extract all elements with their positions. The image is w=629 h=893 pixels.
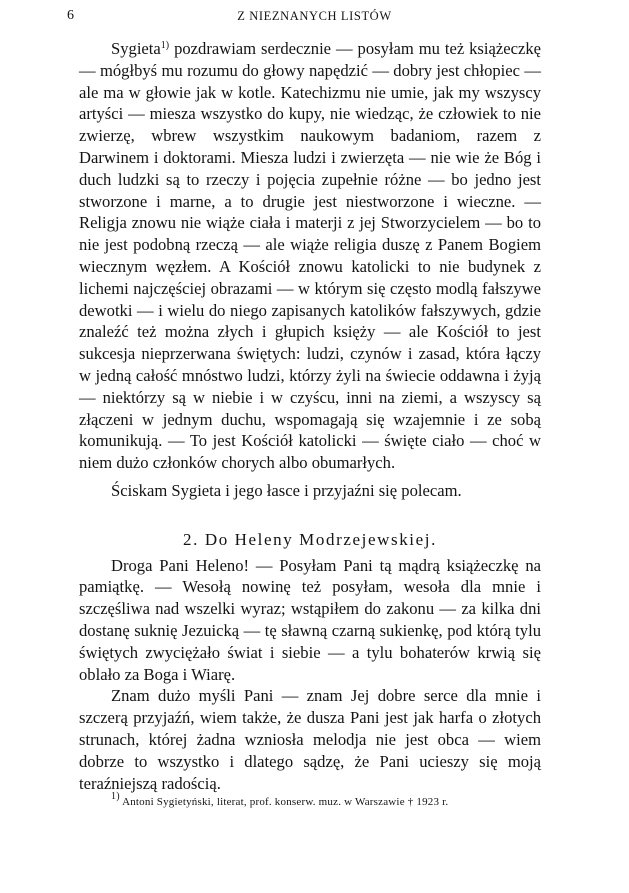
- paragraph-friendship: Znam dużo myśli Pani — znam Jej dobre serce dla mnie i szczerą przyjaźń, wiem także, że dusza Pani jest jak harfa o złotych strunach, której żadna wzniosła melodja nie jest obca — wiem dobrze to wszystko i dlatego sądzę, że Pani ucieszy się moją teraźniejszą radością.: [79, 686, 541, 793]
- footnote-ref: 1): [160, 40, 170, 51]
- paragraph-greeting: Droga Pani Heleno! — Posyłam Pani tą mądrą książeczkę na pamiątkę. — Wesołą nowinę też posyłam, wesoła dla mnie i szczęśliwa nad wszelki wyraz; wstąpiłem do zakonu — za kilka dni dostanę suknię Jezuicką — tę sławną czarną sukienkę, pod którą tylu świętych zwyciężało świat i siebie — a tylu bohaterów krwią się oblało za Boga i Wiarę.: [79, 555, 541, 684]
- page-body: [79, 38, 541, 810]
- paragraph-sygiet: [79, 38, 541, 474]
- paragraph-text: pozdrawiam serdecznie — posyłam mu też książeczkę — mógłbyś mu rozumu do głowy napędzić — dobry jest chłopiec — ale ma w głowie jak w kotle. Katechizmu nie umie, jak my wszyscy artyści — miesza wszystko do kupy, nie wiedząc, że człowiek to nie zwierzę, wbrew wszystkim naukowym badaniom, razem z Darwinem i doktorami. Miesza ludzi i zwierzęta — nie wie że Bóg i duch ludzki są to rzeczy i pojęcia zupełnie różne — bo jedno jest stworzone i marne, a to drugie jest niestworzone i wieczne. — Religja znowu nie wiąże ciała i materji z jej Stworzycielem — bo to nie jest podobną rzeczą — ale wiąże religia duszę z Panem Bogiem wiecznym węzłem. A Kościół znowu katolicki to nie budynek z lichemi najczęściej obrazami — w którym się często modlą fałszywe dewotki — i wielu do niego zapisanych katolików fałszywych, gdzie znaleźć też można złych i głupich księży — ale Kościół to jest sukcesja nieprzerwana świętych: ludzi, czynów i zasad, która łączy w jedną całość mnóstwo ludzi, którzy żyli na świecie oddawna i żyją — niektórzy są w niebie i w czyścu, inni na ziemi, a wszyscy są złączeni w jednym duchu, wspomagają się wzajemnie i ze sobą komunikują. — To jest Kościół katolicki — święte ciało — choć w niem dużo członków chorych albo obumarłych.: [79, 39, 541, 473]
- paragraph-start: Sygieta: [111, 39, 161, 58]
- paragraph-closing: Ściskam Sygieta i jego łasce i przyjaźni się polecam.: [111, 480, 462, 500]
- footnote: [79, 791, 541, 810]
- footnote-text: Antoni Sygietyński, literat, prof. konserw. muz. w Warszawie † 1923 r.: [119, 796, 449, 809]
- footnote-marker: 1): [111, 791, 120, 803]
- section-heading: 2. Do Heleny Modrzejewskiej.: [183, 529, 437, 549]
- running-header: Z NIEZNANYCH LISTÓW: [237, 9, 392, 23]
- page-number: 6: [67, 8, 74, 23]
